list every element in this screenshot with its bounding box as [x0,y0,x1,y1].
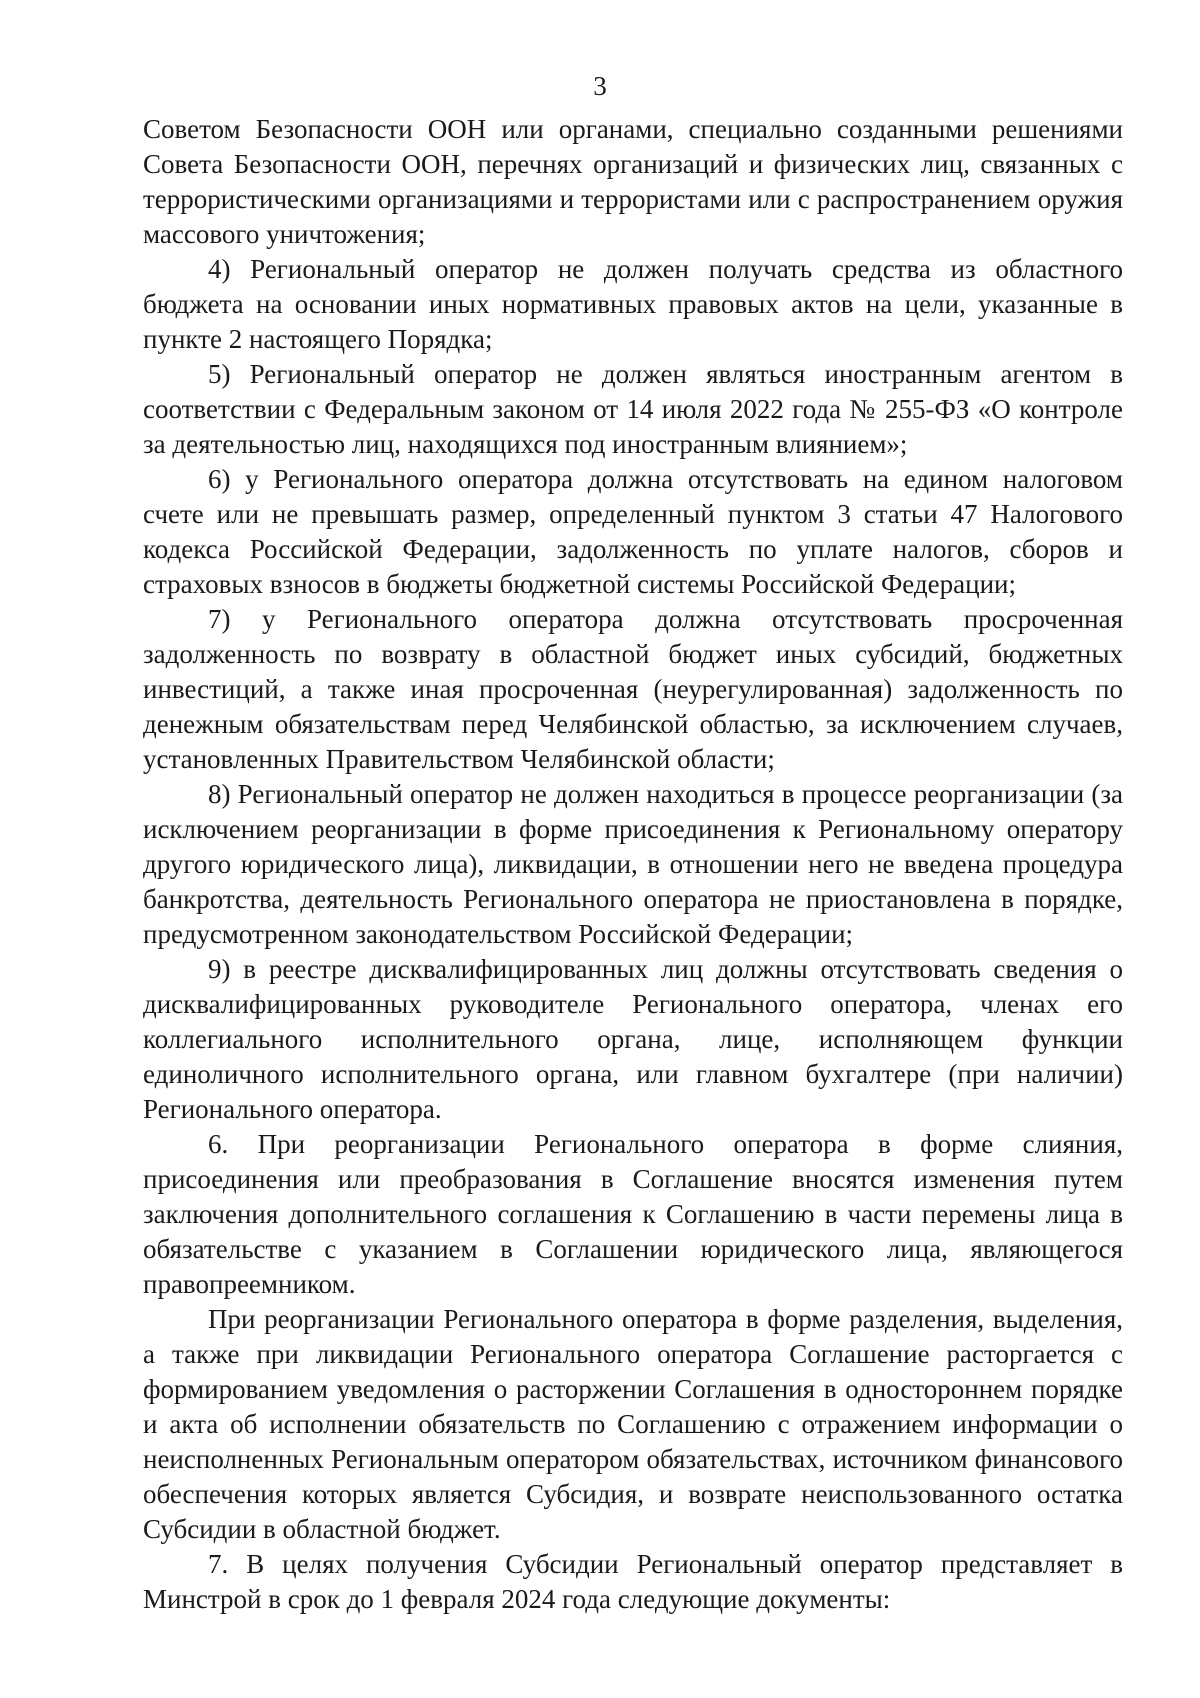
paragraph-section-6-continued: При реорганизации Регионального оператора в форме разделения, выделения, а также при ликвидации Регионального оператора Соглашение расторгается с формированием уведомления о расторжении Соглашения в одностороннем порядке и акта об исполнении обязательств по Соглашению с отражением информации о неисполненных Региональным оператором обязательствах, источником финансового обеспечения которых является Субсидия, и возврате неиспользованного остатка Субсидии в областной бюджет. [143,1304,1123,1544]
paragraph-item-6: 6) у Регионального оператора должна отсутствовать на едином налоговом счете или не превышать размер, определенный пунктом 3 статьи 47 Налогового кодекса Российской Федерации, задолженность по уплате налогов, сборов и страховых взносов в бюджеты бюджетной системы Российской Федерации; [143,464,1123,599]
paragraph-item-8: 8) Региональный оператор не должен находиться в процессе реорганизации (за исключением реорганизации в форме присоединения к Региональному оператору другого юридического лица), ликвидации, в отношении него не введена процедура банкротства, деятельность Регионального оператора не приостановлена в порядке, предусмотренном законодательством Российской Федерации; [143,779,1123,949]
paragraph-item-7: 7) у Регионального оператора должна отсутствовать просроченная задолженность по возврату в областной бюджет иных субсидий, бюджетных инвестиций, а также иная просроченная (неурегулированная) задолженность по денежным обязательствам перед Челябинской областью, за исключением случаев, установленных Правительством Челябинской области; [143,604,1123,774]
paragraph-section-7: 7. В целях получения Субсидии Региональный оператор представляет в Минстрой в срок до 1 февраля 2024 года следующие документы: [143,1549,1123,1614]
paragraph-item-9: 9) в реестре дисквалифицированных лиц должны отсутствовать сведения о дисквалифицированных руководителе Регионального оператора, членах его коллегиального исполнительного органа, лице, исполняющем функции единоличного исполнительного органа, или главном бухгалтере (при наличии) Регионального оператора. [143,954,1123,1124]
paragraph-item-4: 4) Региональный оператор не должен получать средства из областного бюджета на основании иных нормативных правовых актов на цели, указанные в пункте 2 настоящего Порядка; [143,254,1123,354]
paragraph-item-5: 5) Региональный оператор не должен являться иностранным агентом в соответствии с Федеральным законом от 14 июля 2022 года № 255-ФЗ «О контроле за деятельностью лиц, находящихся под иностранным влиянием»; [143,359,1123,459]
paragraph-1: Советом Безопасности ООН или органами, специально созданными решениями Совета Безопасности ООН, перечнях организаций и физических лиц, связанных с террористическими организациями и террористами или с распространением оружия массового уничтожения; [143,114,1123,249]
page-number: 3 [593,71,607,101]
document-body [143,112,1123,1617]
paragraph-section-6: 6. При реорганизации Регионального оператора в форме слияния, присоединения или преобразования в Соглашение вносятся изменения путем заключения дополнительного соглашения к Соглашению в части перемены лица в обязательстве с указанием в Соглашении юридического лица, являющегося правопреемником. [143,1129,1123,1299]
